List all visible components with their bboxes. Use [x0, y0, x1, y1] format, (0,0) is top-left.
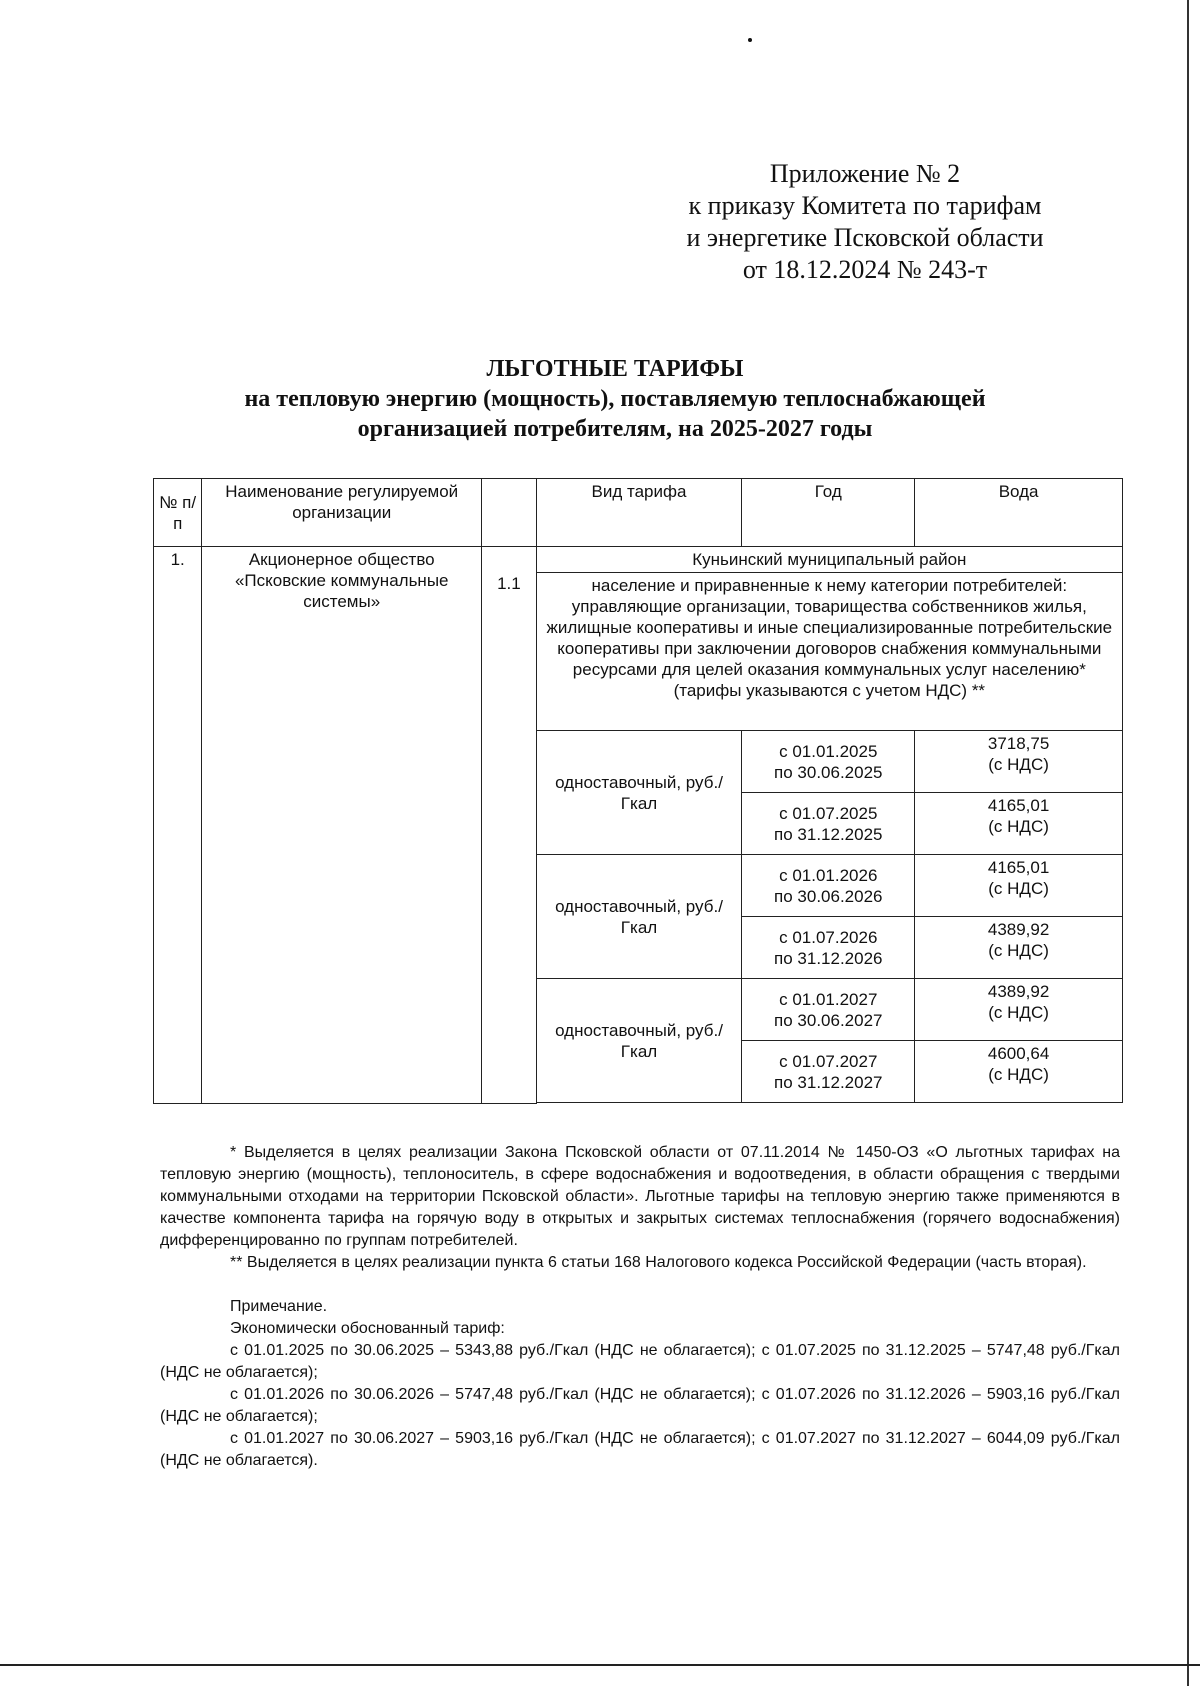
- appendix-line-1: Приложение № 2: [769, 159, 961, 188]
- value-2025-h1: 3718,75 (с НДС): [915, 731, 1123, 793]
- organization-name: Акционерное общество «Псковские коммунальные системы»: [202, 547, 482, 1104]
- tariff-kind-2025: одноставочный, руб./Гкал: [536, 731, 742, 855]
- header-kind: Вид тарифа: [536, 479, 742, 547]
- filler-cell: [536, 1103, 1122, 1104]
- note-line-2026: с 01.01.2026 по 30.06.2026 – 5747,48 руб./Гкал (НДС не облагается); с 01.07.2026 по 31.12.2026 – 5903,16 руб./Гкал (НДС не облагается);: [160, 1386, 1120, 1425]
- consumer-category: население и приравненные к нему категории потребителей: управляющие организации, товарищества собственников жилья, жилищные кооперативы и иные специализированные потребительские кооперативы при заключении договоров снабжения коммунальными ресурсами для целей оказания коммунальных услуг населению* (тарифы указываются с учетом НДС) **: [536, 573, 1122, 731]
- appendix-line-3: и энергетике Псковской области: [686, 223, 1044, 252]
- table-header-row: [154, 479, 1123, 547]
- note-subheading: Экономически обоснованный тариф:: [230, 1320, 505, 1337]
- document-title: [150, 354, 1080, 444]
- sub-number: 1.1: [482, 547, 537, 1104]
- period-2026-h1: с 01.01.2026 по 30.06.2026: [742, 855, 915, 917]
- appendix-line-2: к приказу Комитета по тарифам: [688, 191, 1042, 220]
- footnote-2: ** Выделяется в целях реализации пункта 6 статьи 168 Налогового кодекса Российской Федерации (часть вторая).: [230, 1254, 1087, 1271]
- value-2026-h1: 4165,01 (с НДС): [915, 855, 1123, 917]
- period-2025-h2: с 01.07.2025 по 31.12.2025: [742, 793, 915, 855]
- header-water: Вода: [915, 479, 1123, 547]
- note-line-2027: с 01.01.2027 по 30.06.2027 – 5903,16 руб./Гкал (НДС не облагается); с 01.07.2027 по 31.12.2027 – 6044,09 руб./Гкал (НДС не облагается).: [160, 1430, 1120, 1469]
- header-sub: [482, 479, 537, 547]
- header-org: Наименование регулируемой организации: [202, 479, 482, 547]
- tariffs-table: [153, 478, 1123, 1104]
- header-num: № п/п: [154, 479, 202, 547]
- period-2025-h1: с 01.01.2025 по 30.06.2025: [742, 731, 915, 793]
- note-line-2025: с 01.01.2025 по 30.06.2025 – 5343,88 руб./Гкал (НДС не облагается); с 01.07.2025 по 31.12.2025 – 5747,48 руб./Гкал (НДС не облагается);: [160, 1342, 1120, 1381]
- page-edge-bottom: [0, 1664, 1200, 1666]
- note-heading: Примечание.: [230, 1298, 328, 1315]
- title-line-1: ЛЬГОТНЫЕ ТАРИФЫ: [486, 356, 744, 382]
- scan-dot: [748, 38, 752, 42]
- footnotes-section: [160, 1142, 1120, 1472]
- district-row: [154, 547, 1123, 573]
- value-2027-h1: 4389,92 (с НДС): [915, 979, 1123, 1041]
- tariff-kind-2026: одноставочный, руб./Гкал: [536, 855, 742, 979]
- footnote-1: * Выделяется в целях реализации Закона Псковской области от 07.11.2014 № 1450-ОЗ «О льготных тарифах на тепловую энергию (мощность), теплоноситель, в сфере водоснабжения и водоотведения, в области обращения с твердыми коммунальными отходами на территории Псковской области». Льготные тарифы на тепловую энергию также применяются в качестве компонента тарифа на горячую воду в открытых и закрытых системах теплоснабжения (горячего водоснабжения) дифференцированно по группам потребителей.: [160, 1144, 1120, 1249]
- tariff-kind-2027: одноставочный, руб./Гкал: [536, 979, 742, 1103]
- value-2025-h2: 4165,01 (с НДС): [915, 793, 1123, 855]
- value-2026-h2: 4389,92 (с НДС): [915, 917, 1123, 979]
- appendix-header: [600, 158, 1130, 286]
- district-name: Куньинский муниципальный район: [536, 547, 1122, 573]
- period-2026-h2: с 01.07.2026 по 31.12.2026: [742, 917, 915, 979]
- row-number: 1.: [154, 547, 202, 1104]
- period-2027-h2: с 01.07.2027 по 31.12.2027: [742, 1041, 915, 1103]
- title-line-2: на тепловую энергию (мощность), поставляемую теплоснабжающей: [244, 386, 986, 412]
- appendix-line-4: от 18.12.2024 № 243-т: [742, 255, 988, 284]
- header-year: Год: [742, 479, 915, 547]
- period-2027-h1: с 01.01.2027 по 30.06.2027: [742, 979, 915, 1041]
- title-line-3: организацией потребителям, на 2025-2027 годы: [357, 416, 873, 442]
- value-2027-h2: 4600,64 (с НДС): [915, 1041, 1123, 1103]
- page-edge-right: [1187, 0, 1189, 1686]
